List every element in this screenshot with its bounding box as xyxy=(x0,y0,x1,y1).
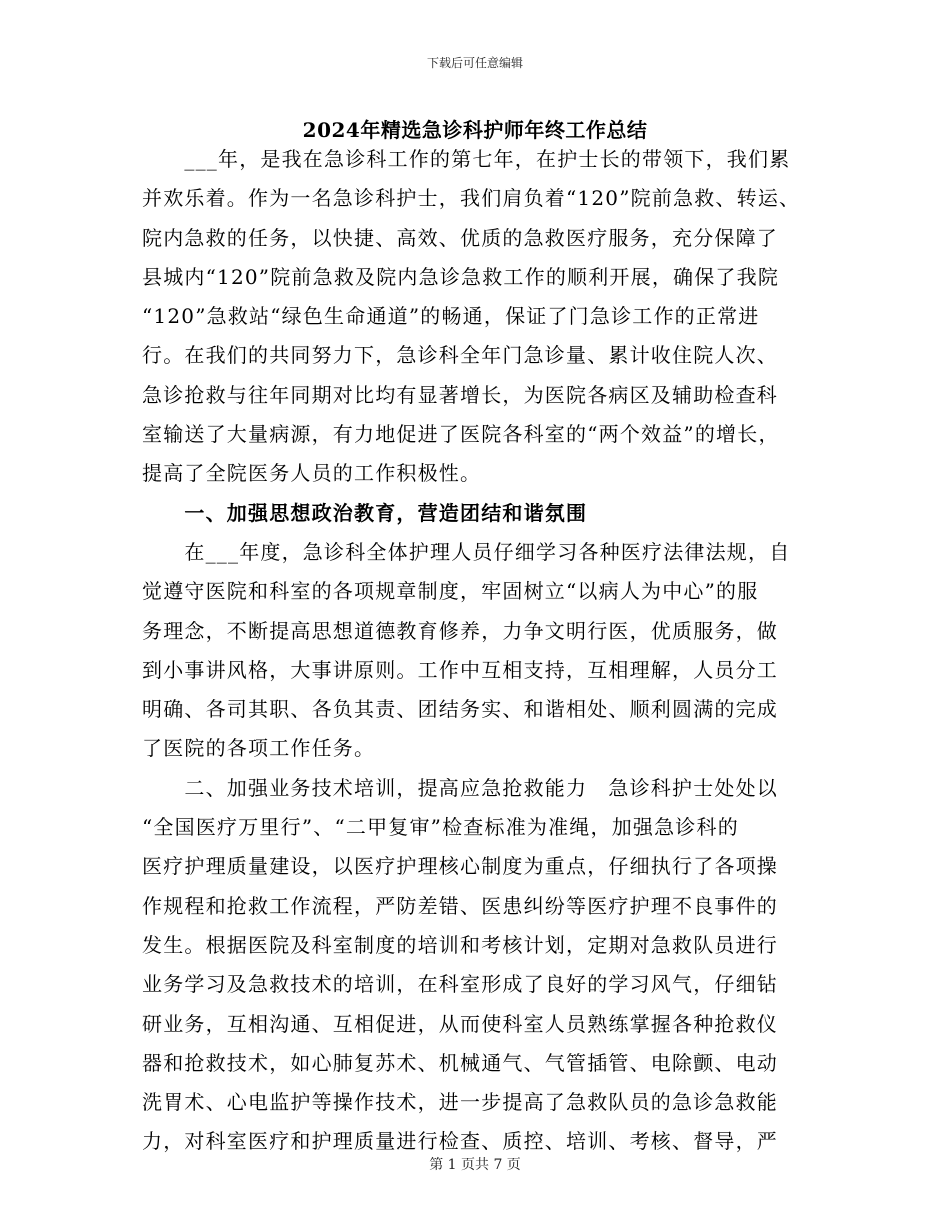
body-line: 了医院的各项工作任务。 xyxy=(142,736,376,761)
body-line: 明确、各司其职、各负其责、团结务实、和谐相处、顺利圆满的完成 xyxy=(142,697,778,722)
body-line: 并欢乐着。作为一名急诊科护士，我们肩负着“120”院前急救、转运、 xyxy=(142,186,801,211)
body-line: 院内急救的任务，以快捷、高效、优质的急救医疗服务，充分保障了 xyxy=(142,225,778,250)
body-line: 在___年度，急诊科全体护理人员仔细学习各种医疗法律法规，自 xyxy=(142,539,791,564)
body-line: 洗胃术、心电监护等操作技术，进一步提高了急救队员的急诊急救能 xyxy=(142,1090,778,1115)
body-line: 医疗护理质量建设，以医疗护理核心制度为重点，仔细执行了各项操 xyxy=(142,854,778,879)
body-line: 力，对科室医疗和护理质量进行检查、质控、培训、考核、督导，严 xyxy=(142,1129,778,1154)
body-line: 器和抢救技术，如心肺复苏术、机械通气、气管插管、电除颤、电动 xyxy=(142,1050,778,1075)
body-line: 作规程和抢救工作流程，严防差错、医患纠纷等医疗护理不良事件的 xyxy=(142,893,778,918)
section-heading: 一、加强思想政治教育，营造团结和谐氛围 xyxy=(142,500,588,525)
body-line: 业务学习及急救技术的培训，在科室形成了良好的学习风气，仔细钻 xyxy=(142,972,778,997)
body-line: 县城内“120”院前急救及院内急诊急救工作的顺利开展，确保了我院 xyxy=(142,264,780,289)
page-header: 下载后可任意编辑 xyxy=(426,56,523,70)
body-line: 二、加强业务技术培训，提高应急抢救能力 急诊科护士处处以 xyxy=(142,775,778,800)
page-footer: 第 1 页共 7 页 xyxy=(429,1157,521,1173)
body-line: 觉遵守医院和科室的各项规章制度，牢固树立“以病人为中心”的服 xyxy=(142,579,759,604)
body-line: 到小事讲风格，大事讲原则。工作中互相支持，互相理解，人员分工 xyxy=(142,657,778,682)
body-line: 研业务，互相沟通、互相促进，从而使科室人员熟练掌握各种抢救仪 xyxy=(142,1011,778,1036)
body-line: 发生。根据医院及科室制度的培训和考核计划，定期对急救队员进行 xyxy=(142,932,778,957)
body-line: ___年，是我在急诊科工作的第七年，在护士长的带领下，我们累 xyxy=(142,147,791,171)
document-body xyxy=(142,140,822,1162)
document-title: 2024年精选急诊科护师年终工作总结 xyxy=(302,118,648,142)
body-line: 务理念，不断提高思想道德教育修养，力争文明行医，优质服务，做 xyxy=(142,618,778,643)
body-line: 室输送了大量病源，有力地促进了医院各科室的“两个效益”的增长， xyxy=(142,422,780,447)
body-line: “全国医疗万里行”、“二甲复审”检查标准为准绳，加强急诊科的 xyxy=(142,815,739,840)
body-line: 提高了全院医务人员的工作积极性。 xyxy=(142,461,482,486)
body-line: 行。在我们的共同努力下，急诊科全年门急诊量、累计收住院人次、 xyxy=(142,343,778,368)
body-line: “120”急救站“绿色生命通道”的畅通，保证了门急诊工作的正常进 xyxy=(142,304,760,329)
body-line: 急诊抢救与往年同期对比均有显著增长，为医院各病区及辅助检查科 xyxy=(142,382,778,407)
